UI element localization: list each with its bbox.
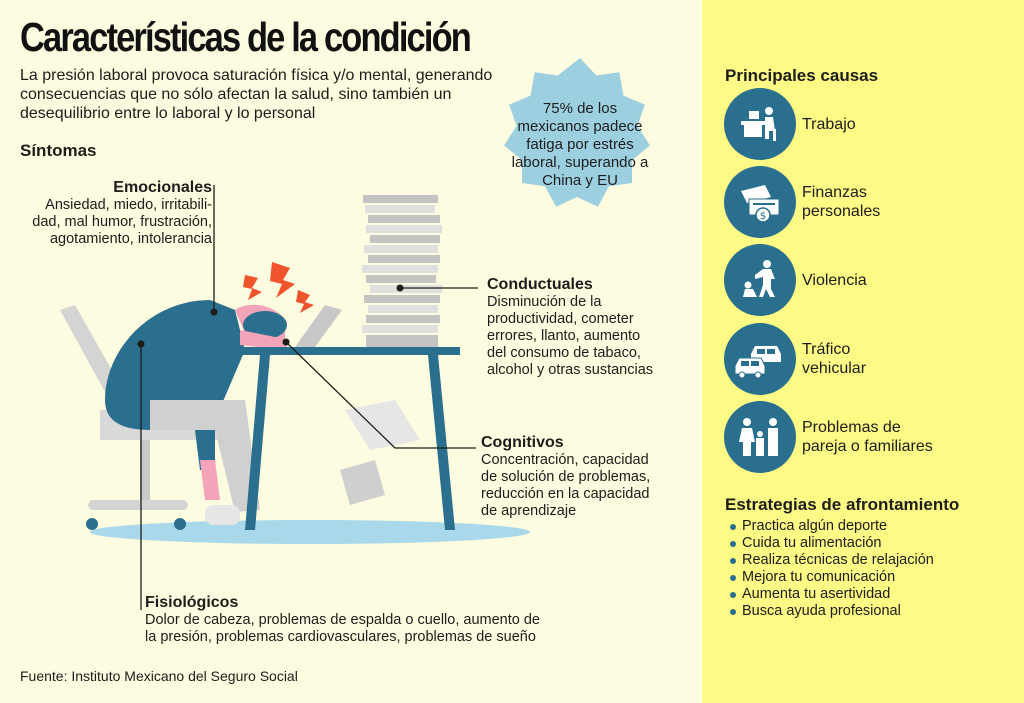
symptom-fisiologicos [145,593,595,646]
list-item [730,603,934,620]
symptom-line: dad, mal humor, frustración, [32,214,212,230]
strategies-heading: Estrategias de afrontamiento [725,495,960,514]
cause-line: pareja o familiares [802,438,933,455]
bullet-icon [730,592,736,598]
cause-label [802,271,867,290]
bullet-icon [730,524,736,530]
symptom-title: Fisiológicos [145,594,239,611]
family-icon [724,401,796,473]
cause-line: Tráfico [802,341,851,358]
symptom-line: Concentración, capacidad [481,452,649,468]
symptom-line: alcohol y otras sustancias [487,362,654,378]
symptom-line: la presión, problemas cardiovasculares, problemas de sueño [145,629,536,645]
list-item [730,518,934,535]
list-item [730,569,934,586]
paper-stack [362,195,442,347]
falling-paper [340,460,385,505]
cause-item-trafico [724,323,866,395]
list-item [730,552,934,569]
strategy-text: Cuida tu alimentación [742,535,882,551]
cause-item-violencia [724,244,867,316]
cause-label [802,418,933,456]
cause-line: Trabajo [802,115,856,133]
symptom-line: de aprendizaje [481,503,577,519]
symptom-line: Dolor de cabeza, problemas de espalda o cuello, aumento de [145,612,540,628]
violence-icon [724,244,796,316]
cause-line: Violencia [802,271,867,289]
strategy-text: Mejora tu comunicación [742,569,896,585]
symptom-line: reducción en la capacidad [481,486,650,502]
strategy-text: Realiza técnicas de relajación [742,552,934,568]
symptom-title: Conductuales [487,276,593,293]
floor-shadow [90,520,530,544]
strategy-text: Aumenta tu asertividad [742,586,891,602]
strategy-text: Practica algún deporte [742,518,888,534]
traffic-cars-icon [724,323,796,395]
bullet-icon [730,541,736,547]
symptom-line: Disminución de la [487,294,602,310]
cause-line: vehicular [802,360,867,377]
list-item [730,586,934,603]
strategies-list [730,518,934,620]
causes-heading: Principales causas [725,66,879,85]
cause-item-trabajo [724,88,856,160]
stat-text: 75% de los mexicanos padece fatiga por estrés laboral, superando a China y EU [511,100,649,189]
cause-label [802,340,866,378]
bullet-icon [730,575,736,581]
cause-line: Problemas de [802,419,901,436]
symptom-line: productividad, cometer [487,311,634,327]
symptoms-heading: Síntomas [20,141,97,160]
bullet-icon [730,609,736,615]
svg-text:$: $ [759,211,767,222]
symptom-cognitivos [481,433,696,520]
cause-item-familia [724,401,933,473]
source-credit: Fuente: Instituto Mexicano del Seguro Social [20,668,298,684]
symptom-line: del consumo de tabaco, [487,345,641,361]
list-item [730,535,934,552]
desk [236,347,460,530]
money-bill-icon [724,166,796,238]
cause-line: personales [802,203,881,220]
symptom-conductuales [487,275,697,379]
symptom-emocionales [20,178,212,248]
symptom-line: errores, llanto, aumento [487,328,641,344]
cause-label [802,115,856,134]
desk-worker-icon [724,88,796,160]
cause-label [802,183,880,221]
intro-text: La presión laboral provoca saturación física y/o mental, generando consecuencias que no sólo afectan la salud, sino también un desequilibrio entre lo laboral y lo personal [20,67,493,122]
symptom-title: Emocionales [113,179,212,196]
strategy-text: Busca ayuda profesional [742,603,901,619]
symptom-line: de solución de problemas, [481,469,651,485]
bullet-icon [730,558,736,564]
falling-paper [345,400,420,450]
symptom-line: Ansiedad, miedo, irritabili- [45,197,212,213]
symptom-title: Cognitivos [481,434,564,451]
cause-line: Finanzas [802,184,867,201]
cause-item-finanzas [724,166,880,238]
page-title: Características de la condición [20,14,470,60]
symptom-line: agotamiento, intolerancia [49,231,212,247]
